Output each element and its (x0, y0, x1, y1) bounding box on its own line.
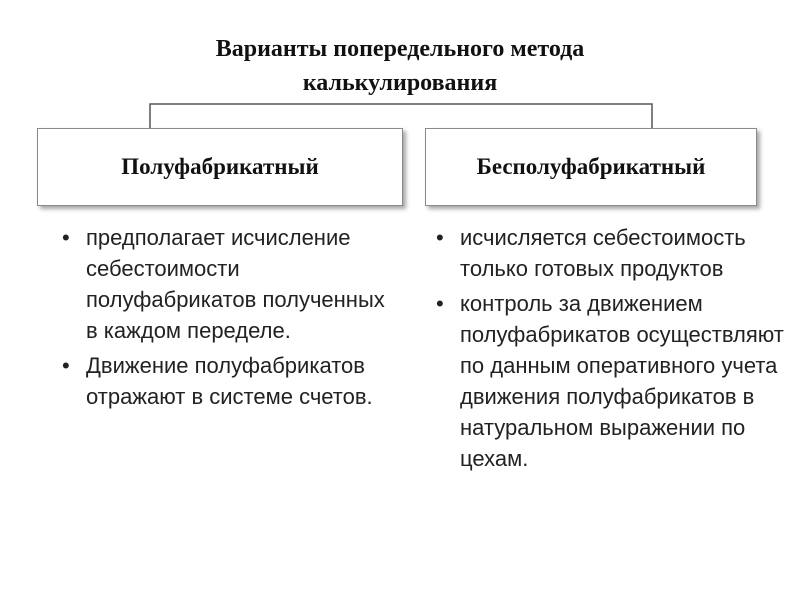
bracket-line (150, 104, 652, 128)
diagram-title (0, 32, 800, 100)
bullet-icon: • (436, 291, 444, 316)
non-semi-finished-list (436, 222, 788, 478)
list-item-text: контроль за движением полуфабрикатов осуществляют по данным оперативного учета движения полуфабрикатов в натуральном выражении по цехам. (460, 291, 784, 471)
title-line-1: Варианты попередельного метода (215, 36, 585, 62)
semi-finished-box (37, 128, 403, 206)
semi-finished-list (62, 222, 402, 416)
list-item (436, 288, 788, 474)
non-semi-finished-heading: Бесполуфабрикатный (476, 154, 706, 179)
list-item-text: предполагает исчисление себестоимости полуфабрикатов полученных в каждом переделе. (86, 225, 385, 343)
list-item-text: исчисляется себестоимость только готовых продуктов (460, 225, 746, 281)
bullet-icon: • (62, 225, 70, 250)
list-item (62, 222, 402, 346)
list-item-text: Движение полуфабрикатов отражают в системе счетов. (86, 353, 373, 409)
bullet-icon: • (436, 225, 444, 250)
non-semi-finished-box (425, 128, 757, 206)
list-item (436, 222, 788, 284)
title-line-2: калькулирования (302, 70, 498, 96)
semi-finished-heading: Полуфабрикатный (121, 154, 319, 179)
list-item (62, 350, 402, 412)
bullet-icon: • (62, 353, 70, 378)
